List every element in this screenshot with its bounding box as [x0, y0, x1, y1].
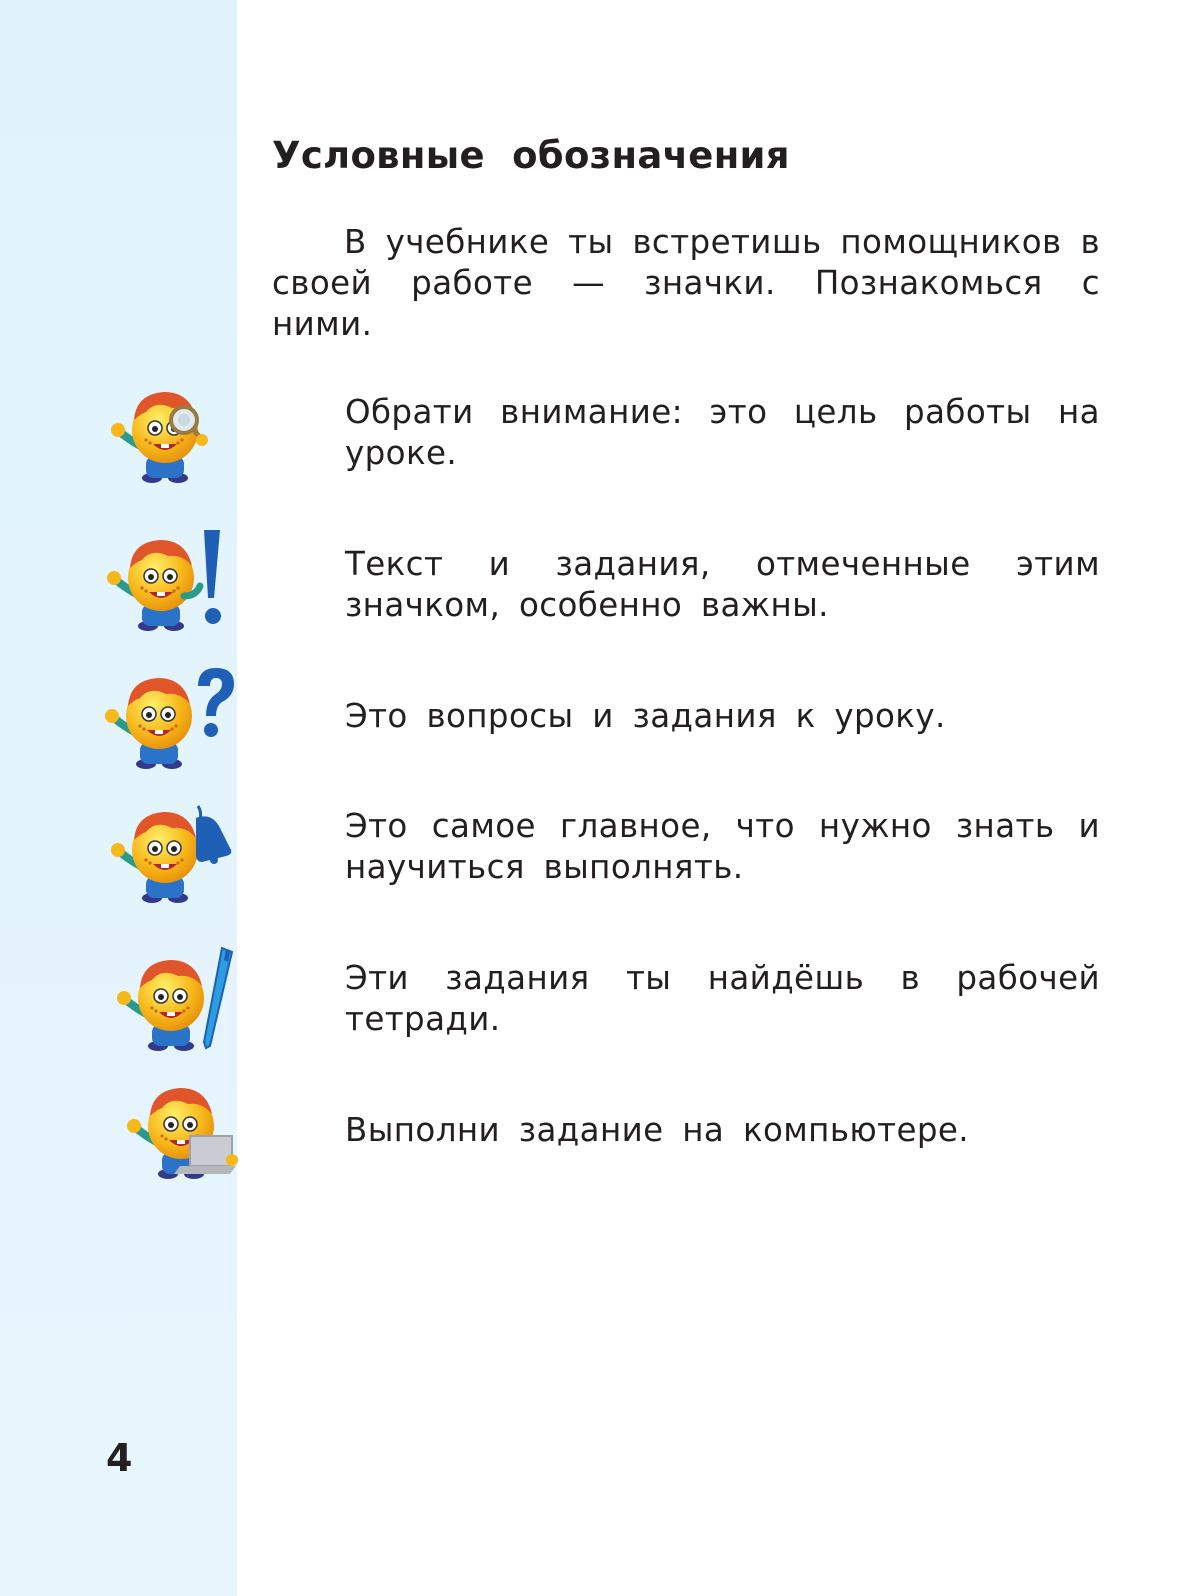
- legend-item-questions: Это вопросы и задания к уроку.: [345, 697, 946, 735]
- page-number: 4: [106, 1436, 133, 1480]
- legend-item-important: Текст и задания, отмеченные этим значком, особенно важны.: [345, 545, 1100, 624]
- legend-item-computer: Выполни задание на компьютере.: [345, 1111, 970, 1149]
- magnifier-mascot-icon: [108, 378, 248, 488]
- exclamation-mascot-icon: [104, 526, 244, 636]
- question-mascot-icon: [102, 664, 242, 774]
- intro-paragraph: В учебнике ты встретишь помощников в своей работе — значки. Познакомься с ними.: [272, 223, 1100, 343]
- pen-mascot-icon: [114, 946, 254, 1056]
- legend-item-workbook: Эти задания ты найдёшь в рабочей тетради.: [345, 959, 1100, 1038]
- legend-item-goal: Обрати внимание: это цель работы на уроке.: [345, 393, 1100, 472]
- laptop-mascot-icon: [124, 1074, 264, 1184]
- bell-mascot-icon: [108, 798, 248, 908]
- legend-item-main: Это самое главное, что нужно знать и научиться выполнять.: [345, 807, 1100, 886]
- page-title: Условные обозначения: [272, 134, 790, 177]
